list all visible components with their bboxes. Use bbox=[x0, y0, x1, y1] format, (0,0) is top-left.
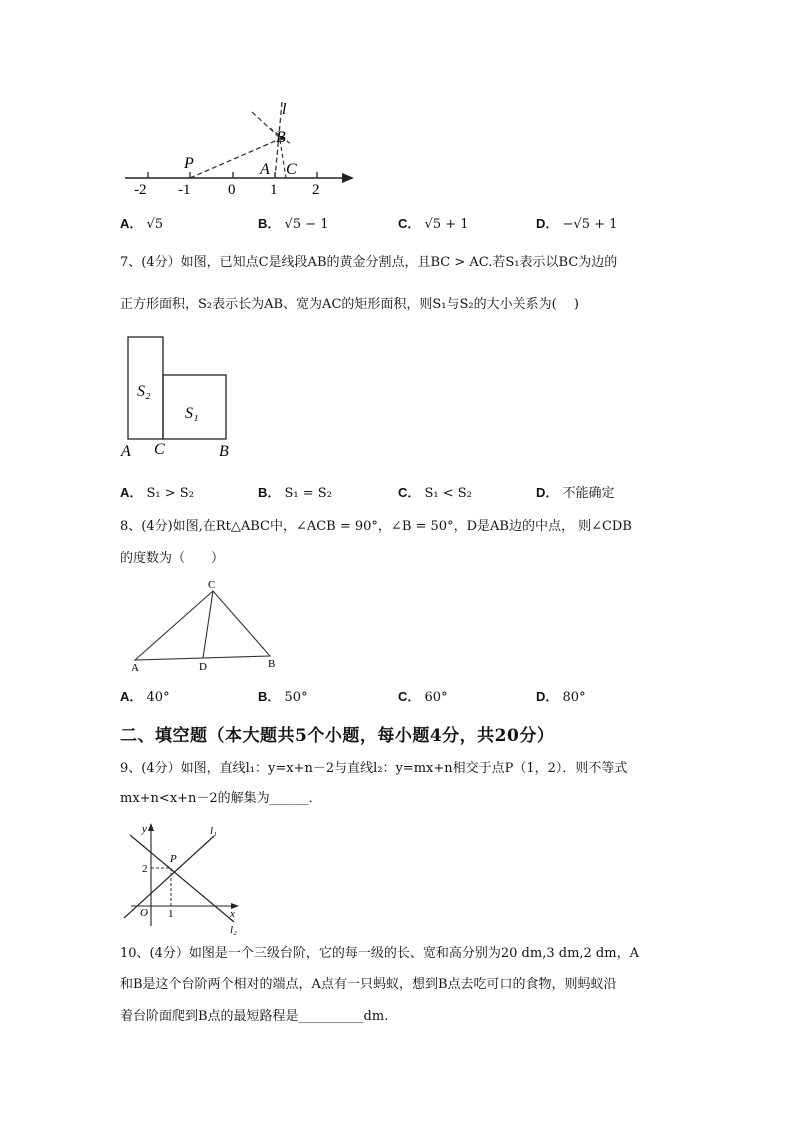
q8-option-d[interactable]: D． 80° bbox=[536, 689, 586, 705]
q6-point-label: l bbox=[282, 101, 287, 118]
q8-label-c: C bbox=[208, 579, 216, 591]
q8-label-a: A bbox=[131, 662, 139, 673]
q7-option-d[interactable]: D． 不能确定 bbox=[536, 485, 615, 501]
q6-tick-label: 0 bbox=[228, 182, 236, 198]
q8-question-text-line2: 的度数为（ ） bbox=[120, 551, 225, 566]
q7-option-a[interactable]: A． S₁ > S₂ bbox=[120, 485, 194, 501]
q7-question-text-line1: 7、(4分）如图，已知点C是线段AB的黄金分割点，且BC > AC.若S₁表示以BC为边的 bbox=[120, 255, 618, 270]
q10-question-text-line3: 着台阶面爬到B点的最短路程是__________dm. bbox=[120, 1009, 389, 1024]
q7-label-b: B bbox=[219, 443, 229, 460]
q7-label-s1: S₁ bbox=[185, 405, 199, 422]
q6-number-line-figure bbox=[120, 100, 360, 200]
q10-question-text-line1: 10、(4分）如图是一个三级台阶，它的每一级的长、宽和高分别为20 dm,3 dm,2 dm，A bbox=[120, 946, 639, 961]
q6-option-b[interactable]: B． √5 − 1 bbox=[258, 216, 329, 232]
q8-option-a[interactable]: A． 40° bbox=[120, 689, 170, 705]
q6-point-label: A bbox=[260, 161, 270, 178]
q9-linear-graph-figure bbox=[116, 818, 256, 936]
q10-question-text-line2: 和B是这个台阶两个相对的端点，A点有一只蚂蚁，想到B点去吃可口的食物，则蚂蚁沿 bbox=[120, 977, 617, 992]
q8-option-b[interactable]: B． 50° bbox=[258, 689, 308, 705]
q9-label-l2: l₂ bbox=[230, 924, 237, 936]
q8-label-b: B bbox=[268, 658, 276, 670]
q6-point-label: P bbox=[184, 155, 194, 172]
q6-option-a[interactable]: A． √5 bbox=[120, 216, 164, 232]
q6-tick-label: 2 bbox=[312, 182, 320, 198]
q9-label-2: 2 bbox=[142, 863, 148, 875]
q9-label-1: 1 bbox=[168, 908, 174, 920]
q8-question-text-line1: 8、(4分)如图,在Rt△ABC中，∠ACB = 90°，∠B = 50°，D是AB边的中点， 则∠CDB bbox=[120, 519, 632, 534]
q6-point-label: B bbox=[276, 129, 286, 146]
q7-rectangle-figure bbox=[118, 332, 243, 462]
q6-tick-label: 1 bbox=[270, 182, 278, 198]
q6-tick-label: -2 bbox=[134, 182, 147, 198]
section-heading: 二、填空题（本大题共5个小题，每小题4分，共20分） bbox=[120, 726, 555, 746]
q6-point-label: C bbox=[286, 161, 297, 178]
q9-question-text-line2: mx+n<x+n－2的解集为______． bbox=[120, 791, 322, 806]
q7-label-a: A bbox=[121, 443, 131, 460]
q6-tick-label: -1 bbox=[178, 182, 191, 198]
q9-label-o: O bbox=[140, 907, 148, 919]
q8-option-c[interactable]: C． 60° bbox=[398, 689, 448, 705]
q6-option-d[interactable]: D． −√5 + 1 bbox=[536, 216, 618, 232]
q9-label-l1: l₁ bbox=[210, 825, 217, 837]
q7-option-c[interactable]: C． S₁ < S₂ bbox=[398, 485, 472, 501]
q8-label-d: D bbox=[199, 661, 207, 673]
q9-label-y: y bbox=[142, 823, 147, 835]
q7-option-b[interactable]: B． S₁ = S₂ bbox=[258, 485, 332, 501]
q7-label-s2: S₂ bbox=[137, 383, 151, 400]
q8-triangle-figure bbox=[125, 577, 285, 673]
q9-label-p: P bbox=[170, 853, 177, 865]
q6-option-c[interactable]: C． √5 + 1 bbox=[398, 216, 469, 232]
q7-label-c: C bbox=[154, 441, 165, 458]
q9-question-text-line1: 9、(4分）如图，直线l₁：y=x+n－2与直线l₂：y=mx+n相交于点P（1，2）．则不等式 bbox=[120, 761, 628, 776]
q9-label-x: x bbox=[230, 908, 235, 920]
q7-question-text-line2: 正方形面积，S₂表示长为AB、宽为AC的矩形面积，则S₁与S₂的大小关系为( ) bbox=[120, 297, 579, 312]
